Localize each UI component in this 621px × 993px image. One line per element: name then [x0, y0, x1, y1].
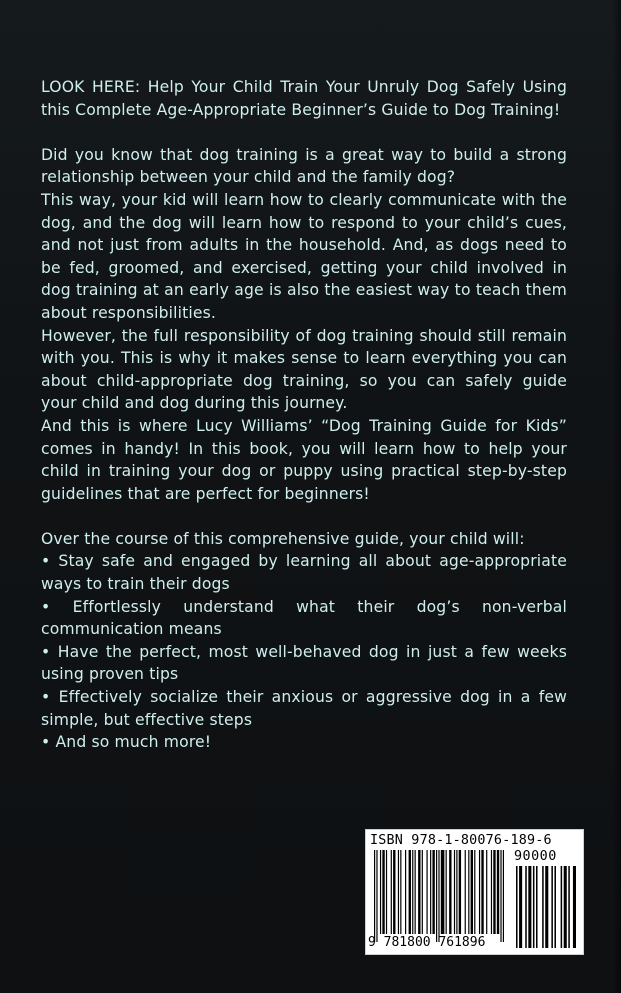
- barcode-bar: [533, 866, 535, 948]
- barcode-bar: [516, 866, 518, 948]
- barcode-bar: [481, 850, 483, 934]
- bullet-item: • Stay safe and engaged by learning all about age-appropriate ways to train their dogs: [41, 550, 567, 595]
- barcode-bar: [441, 850, 445, 934]
- headline: LOOK HERE: Help Your Child Train Your Unruly Dog Safely Using this Complete Age-Appropriate Beginner’s Guide to Dog Training!: [41, 78, 567, 119]
- barcode-bar: [415, 850, 416, 934]
- bullet-item: • Effectively socialize their anxious or aggressive dog in a few simple, but effective steps: [41, 686, 567, 731]
- barcode-bar: [409, 850, 411, 934]
- isbn-barcode: [365, 829, 584, 955]
- barcode-bar: [536, 866, 538, 948]
- bullet-item: • Effortlessly understand what their dog’s non-verbal communication means: [41, 596, 567, 641]
- addon-barcode-bars: [516, 866, 576, 948]
- barcode-bar: [491, 850, 492, 934]
- barcode-bar: [474, 850, 475, 934]
- barcode-bar: [500, 850, 501, 942]
- barcode-bar: [432, 850, 434, 934]
- barcode-bar: [459, 850, 461, 934]
- barcode-bar: [426, 850, 427, 934]
- isbn-label: ISBN 978-1-80076-189-6: [370, 833, 552, 848]
- barcode-bar: [554, 866, 556, 948]
- paragraph-3: However, the full responsibility of dog training should still remain with you. This is why it makes sense to learn everything you can about child-appropriate dog training, so you can safely guide your child and dog during this journey.: [41, 326, 567, 413]
- list-intro: Over the course of this comprehensive guide, your child will:: [41, 529, 525, 548]
- barcode-bar: [391, 850, 392, 934]
- bullet-item: • And so much more!: [41, 731, 567, 754]
- barcode-bar: [573, 866, 576, 948]
- barcode-bar: [430, 850, 431, 934]
- barcode-bar: [449, 850, 451, 934]
- barcode-bar: [456, 850, 457, 934]
- barcode-bar: [479, 850, 480, 934]
- barcode-bar: [386, 850, 387, 934]
- barcode-bar: [405, 850, 406, 934]
- paragraph-4: And this is where Lucy Williams’ “Dog Training Guide for Kids” comes in handy! In this book, you will learn how to help your child in training your dog or puppy using practical step-by-step guidelines that are perfect for beginners!: [41, 416, 567, 503]
- barcode-bar: [398, 850, 399, 934]
- barcode-bar: [468, 850, 469, 934]
- ean-barcode-bars: [374, 850, 504, 942]
- barcode-bar: [542, 866, 544, 948]
- barcode-bar: [382, 850, 384, 934]
- barcode-bar: [471, 850, 473, 934]
- barcode-bar: [493, 850, 495, 934]
- barcode-bar: [376, 850, 377, 942]
- barcode-bar: [454, 850, 455, 934]
- barcode-bar: [561, 866, 563, 948]
- barcode-bar: [497, 850, 499, 934]
- paragraph-2: This way, your kid will learn how to clearly communicate with the dog, and the dog will learn how to respond to your child’s cues, and not just from adults in the household. And, as dogs need to be fed, groomed, and exercised, getting your child involved in dog training at an early age is also the easiest way to teach them about responsibilities.: [41, 190, 567, 322]
- barcode-bar: [568, 866, 570, 948]
- barcode-bar: [412, 850, 413, 934]
- barcode-bar: [519, 866, 522, 948]
- barcode-bar: [400, 850, 401, 934]
- barcode-bar: [564, 866, 567, 948]
- barcode-bar: [551, 866, 553, 948]
- barcode-bar: [418, 850, 420, 934]
- blurb-text: [41, 76, 567, 754]
- barcode-bar: [545, 866, 548, 948]
- barcode-bar: [393, 850, 395, 934]
- barcode-bar: [503, 850, 504, 942]
- barcode-bar: [422, 850, 423, 934]
- cover-edge-shadow: [613, 0, 621, 993]
- barcode-bar: [374, 850, 375, 942]
- ean-digits: 9 781800 761896: [368, 935, 486, 950]
- paragraph-1: Did you know that dog training is a great way to build a strong relationship between your child and the family dog?: [41, 145, 567, 187]
- barcode-bar: [528, 866, 531, 948]
- barcode-bar: [380, 850, 381, 934]
- barcode-bar: [525, 866, 527, 948]
- price-code: 90000: [514, 849, 557, 864]
- barcode-bar: [438, 850, 439, 942]
- barcode-bar: [436, 850, 437, 942]
- bullet-item: • Have the perfect, most well-behaved dog in just a few weeks using proven tips: [41, 641, 567, 686]
- barcode-bar: [486, 850, 487, 934]
- barcode-bar: [446, 850, 447, 934]
- barcode-bar: [465, 850, 466, 934]
